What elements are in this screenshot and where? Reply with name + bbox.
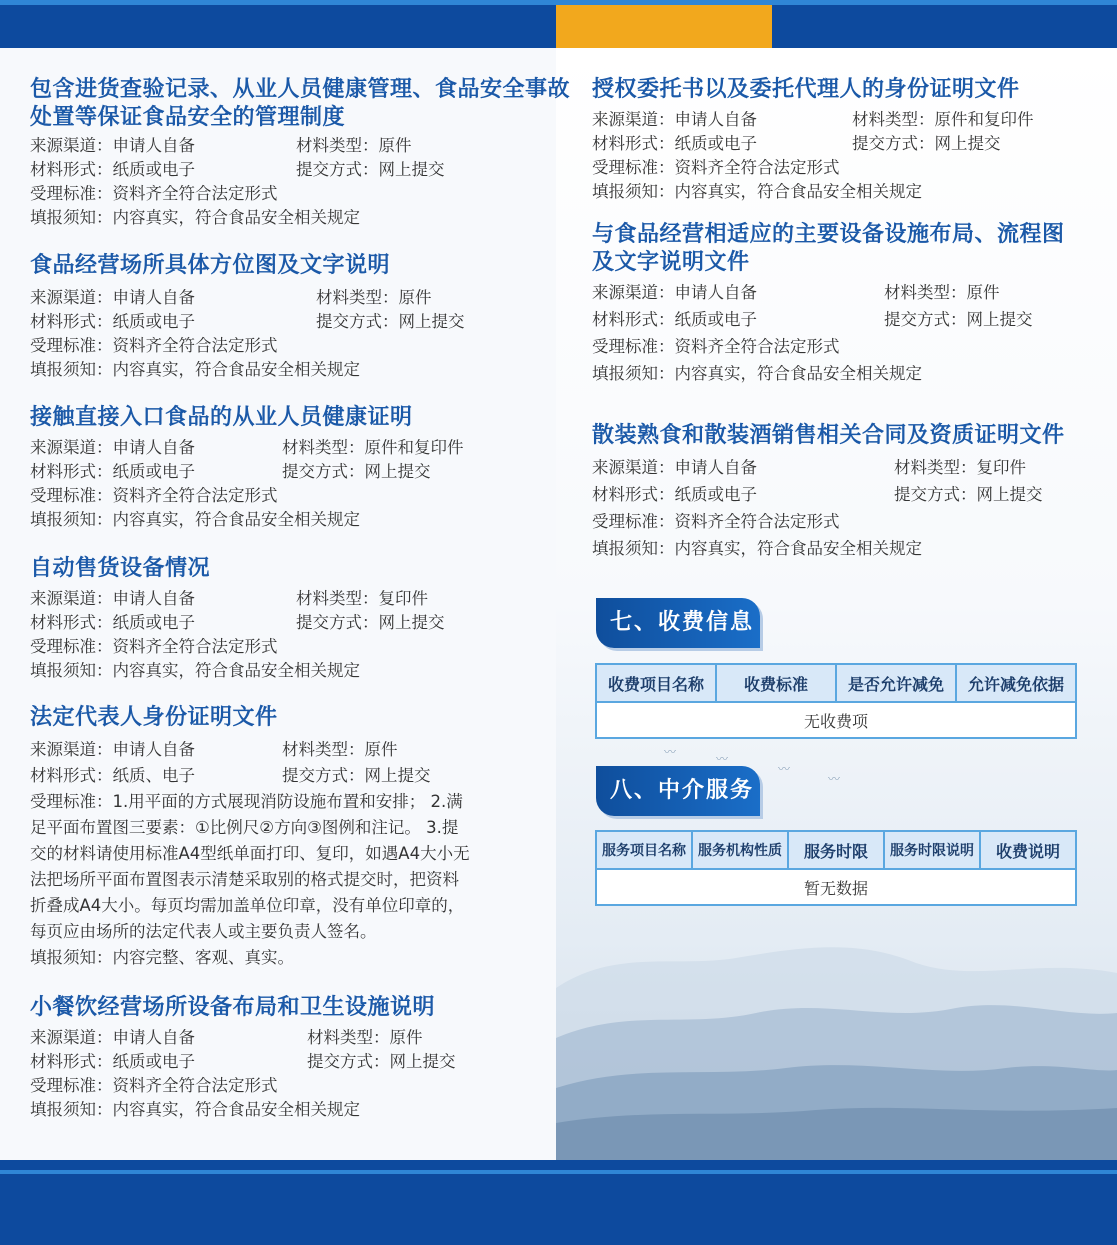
info-row [592, 108, 1034, 132]
bottom-band [0, 1160, 1117, 1245]
filing-notice: 填报须知：内容真实，符合食品安全相关规定 [30, 661, 360, 680]
acceptance-standard: 受理标准：资料齐全符合法定形式 [30, 1076, 278, 1095]
info-row [30, 134, 570, 158]
section-title: 食品经营场所具体方位图及文字说明 [30, 253, 391, 278]
table-header-cell: 收费说明 [980, 831, 1076, 869]
source-channel: 来源渠道：申请人自备 [30, 136, 195, 155]
material-section-equipment-layout [30, 994, 456, 1122]
submit-method: 提交方式：网上提交 [296, 160, 445, 179]
material-type: 材料类型：原件 [884, 283, 1000, 302]
section-title: 接触直接入口食品的从业人员健康证明 [30, 405, 413, 430]
source-channel: 来源渠道：申请人自备 [30, 288, 195, 307]
material-form: 材料形式：纸质或电子 [30, 1052, 195, 1071]
info-row [30, 763, 530, 789]
source-channel: 来源渠道：申请人自备 [592, 458, 757, 477]
source-channel: 来源渠道：申请人自备 [592, 283, 757, 302]
source-channel: 来源渠道：申请人自备 [30, 740, 195, 759]
acceptance-standard: 受理标准：资料齐全符合法定形式 [30, 637, 278, 656]
submit-method: 提交方式：网上提交 [307, 1052, 456, 1071]
material-type: 材料类型：原件 [316, 288, 432, 307]
mountain-mist-decoration [556, 928, 1117, 1160]
table-header-row [596, 664, 1076, 702]
source-channel: 来源渠道：申请人自备 [30, 1028, 195, 1047]
material-section-vending-devices [30, 555, 445, 683]
material-form: 材料形式：纸质或电子 [30, 462, 195, 481]
table-row [596, 702, 1076, 738]
source-channel: 来源渠道：申请人自备 [30, 438, 195, 457]
section-title: 散装熟食和散装酒销售相关合同及资质证明文件 [592, 423, 1065, 448]
section-title: 包含进货查验记录、从业人员健康管理、食品安全事故 处置等保证食品安全的管理制度 [30, 77, 571, 130]
acceptance-standard: 受理标准：资料齐全符合法定形式 [30, 486, 278, 505]
filing-notice: 填报须知：内容真实，符合食品安全相关规定 [592, 182, 922, 201]
acceptance-standard: 受理标准：1.用平面的方式展现消防设施布置和安排； 2.满 足平面布置图三要素：①比例尺②方向③图例和注记。 3.提 交的材料请使用标准A4型纸单面打印、复印，如遇A4大小无 法把场所平面布置图表示清楚采取别的格式提交时，把资料 折叠成A4大小。每页均需加盖单位印章，没有单位印章的， 每页应由场所的法定代表人或主要负责人签名。 [30, 792, 470, 941]
bird-icon: 〰 [778, 762, 791, 776]
acceptance-standard: 受理标准：资料齐全符合法定形式 [592, 158, 840, 177]
top-accent-block [556, 5, 772, 48]
agency-service-heading: 八、中介服务 [596, 766, 760, 816]
material-section-legal-representative-id [30, 704, 530, 971]
bird-icon: 〰 [828, 772, 841, 786]
info-row [30, 1026, 435, 1050]
submit-method: 提交方式：网上提交 [282, 766, 431, 785]
material-form: 材料形式：纸质或电子 [30, 613, 195, 632]
section-title: 小餐饮经营场所设备布局和卫生设施说明 [30, 995, 436, 1020]
table-header-cell: 收费标准 [716, 664, 836, 702]
table-header-cell: 服务时限说明 [884, 831, 980, 869]
info-row [30, 737, 530, 763]
material-section-bulk-food-contracts [592, 422, 1065, 562]
material-type: 材料类型：复印件 [296, 589, 428, 608]
table-header-cell: 是否允许减免 [836, 664, 956, 702]
section-title: 自动售货设备情况 [30, 556, 211, 581]
material-type: 材料类型：原件 [296, 136, 412, 155]
submit-method: 提交方式：网上提交 [316, 312, 465, 331]
section-title: 授权委托书以及委托代理人的身份证明文件 [592, 77, 1020, 102]
table-header-cell: 服务时限 [788, 831, 884, 869]
info-row [30, 1050, 456, 1074]
empty-table-message: 暂无数据 [596, 869, 1076, 905]
info-row [592, 132, 1020, 156]
filing-notice: 填报须知：内容真实，符合食品安全相关规定 [592, 539, 922, 558]
material-type: 材料类型：原件 [282, 740, 398, 759]
acceptance-standard: 受理标准：资料齐全符合法定形式 [592, 512, 840, 531]
info-row [592, 279, 1065, 306]
material-form: 材料形式：纸质或电子 [592, 310, 757, 329]
info-row [30, 436, 464, 460]
section-title: 法定代表人身份证明文件 [30, 705, 278, 730]
filing-notice: 填报须知：内容真实，符合食品安全相关规定 [592, 364, 922, 383]
material-section-health-certificate [30, 404, 464, 532]
empty-table-message: 无收费项 [596, 702, 1076, 738]
filing-notice: 填报须知：内容完整、客观、真实。 [30, 948, 294, 967]
material-type: 材料类型：原件和复印件 [852, 110, 1034, 129]
info-row [30, 310, 465, 334]
submit-method: 提交方式：网上提交 [884, 310, 1033, 329]
material-section-management-system [30, 76, 570, 230]
fee-table [595, 663, 1077, 739]
section-title: 与食品经营相适应的主要设备设施布局、流程图 及文字说明文件 [592, 222, 1065, 275]
info-row [592, 481, 1065, 508]
submit-method: 提交方式：网上提交 [894, 485, 1043, 504]
table-row [596, 869, 1076, 905]
material-type: 材料类型：原件 [307, 1028, 423, 1047]
info-row [30, 611, 445, 635]
info-row [30, 587, 428, 611]
filing-notice: 填报须知：内容真实，符合食品安全相关规定 [30, 208, 360, 227]
source-channel: 来源渠道：申请人自备 [30, 589, 195, 608]
material-section-location-map [30, 252, 465, 382]
info-row [30, 460, 431, 484]
material-form: 材料形式：纸质或电子 [592, 485, 757, 504]
material-type: 材料类型：原件和复印件 [282, 438, 464, 457]
material-section-facility-layout-flowchart [592, 221, 1065, 387]
material-type: 材料类型：复印件 [894, 458, 1026, 477]
table-header-cell: 服务项目名称 [596, 831, 692, 869]
table-header-row [596, 831, 1076, 869]
material-section-power-of-attorney [592, 76, 1034, 204]
acceptance-standard: 受理标准：资料齐全符合法定形式 [30, 336, 278, 355]
bottom-stripe [0, 1170, 1117, 1174]
submit-method: 提交方式：网上提交 [282, 462, 431, 481]
submit-method: 提交方式：网上提交 [852, 134, 1001, 153]
material-form: 材料形式：纸质或电子 [30, 312, 195, 331]
agency-service-table [595, 830, 1077, 906]
material-form: 材料形式：纸质或电子 [592, 134, 757, 153]
info-row [592, 454, 1065, 481]
table-header-cell: 服务机构性质 [692, 831, 788, 869]
filing-notice: 填报须知：内容真实，符合食品安全相关规定 [30, 360, 360, 379]
info-row [30, 158, 570, 182]
table-header-cell: 允许减免依据 [956, 664, 1076, 702]
acceptance-standard: 受理标准：资料齐全符合法定形式 [30, 184, 278, 203]
material-form: 材料形式：纸质或电子 [30, 160, 195, 179]
info-row [30, 286, 432, 310]
filing-notice: 填报须知：内容真实，符合食品安全相关规定 [30, 510, 360, 529]
filing-notice: 填报须知：内容真实，符合食品安全相关规定 [30, 1100, 360, 1119]
info-row [592, 306, 1065, 333]
submit-method: 提交方式：网上提交 [296, 613, 445, 632]
fee-info-heading: 七、收费信息 [596, 598, 760, 648]
bird-icon: 〰 [664, 745, 677, 759]
table-header-cell: 收费项目名称 [596, 664, 716, 702]
source-channel: 来源渠道：申请人自备 [592, 110, 757, 129]
material-form: 材料形式：纸质、电子 [30, 766, 195, 785]
bird-icon: 〰 [716, 752, 729, 766]
acceptance-standard: 受理标准：资料齐全符合法定形式 [592, 337, 840, 356]
